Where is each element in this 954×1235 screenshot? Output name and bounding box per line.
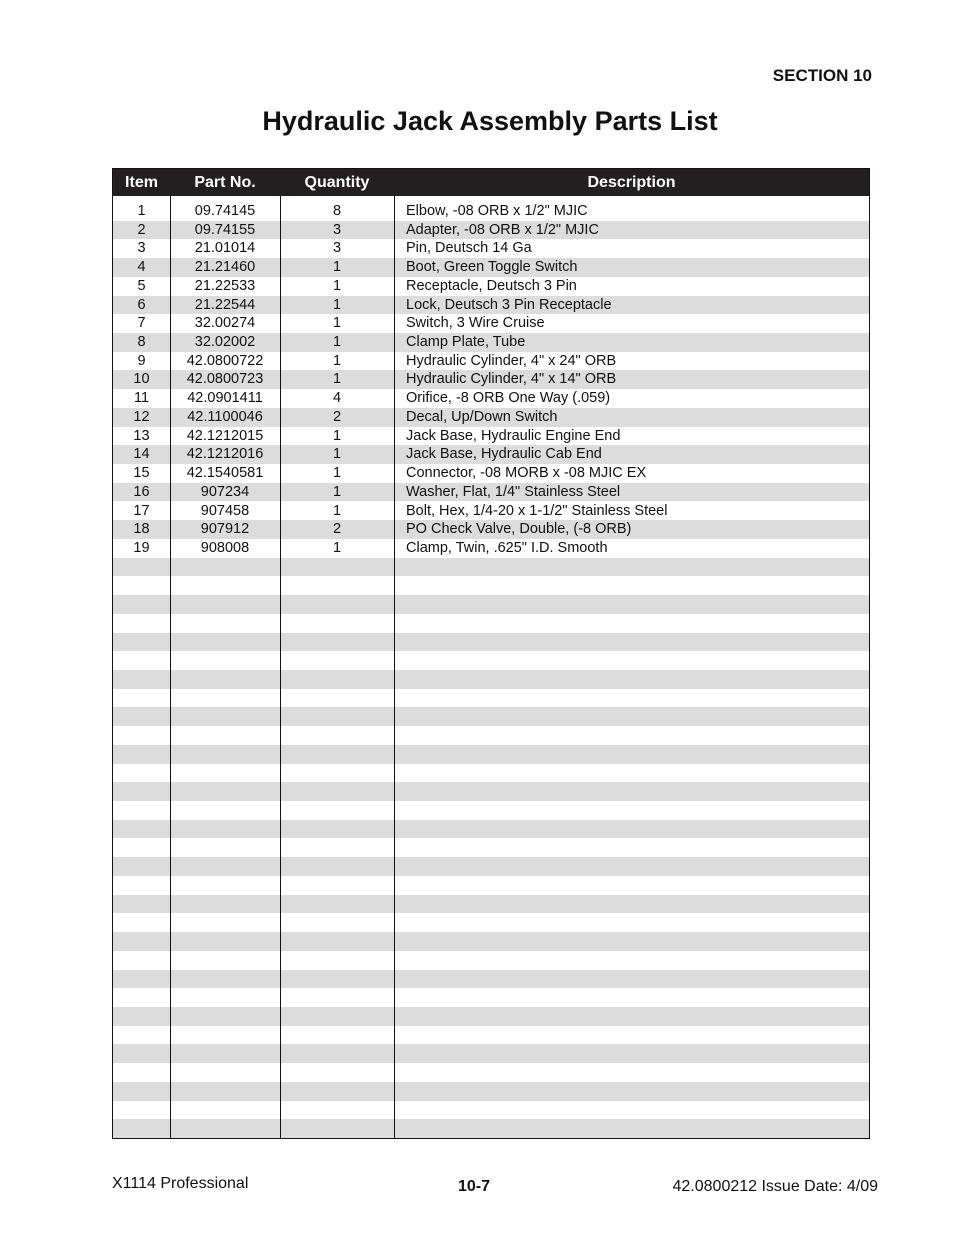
item-cell: 13 [133,427,150,444]
part-no-cell: 42.0800723 [186,371,264,388]
part-no-cell: 907458 [200,502,250,519]
part-no-cell: 42.1100046 [187,408,263,425]
column-header-part-no: Part No. [194,174,256,191]
row-stripe [113,745,869,764]
column-header-quantity: Quantity [304,174,370,191]
part-no-cell: 42.0800722 [186,352,264,369]
description-cell: Pin, Deutsch 14 Ga [406,240,532,257]
part-no-cell: 42.1540581 [186,465,264,482]
table-row [113,202,869,221]
quantity-cell: 1 [332,371,342,388]
part-no-cell: 21.22533 [194,277,256,294]
quantity-cell: 1 [332,446,342,463]
part-no-cell: 21.22544 [194,296,256,313]
item-cell: 18 [133,521,150,538]
table-row [113,258,869,277]
quantity-cell: 1 [332,352,342,369]
row-stripe [113,633,869,652]
description-cell: Clamp, Twin, .625" I.D. Smooth [406,539,608,556]
description-cell: PO Check Valve, Double, (-8 ORB) [406,521,632,538]
item-cell: 17 [133,502,150,519]
part-no-cell: 908008 [200,539,250,556]
row-stripe [113,970,869,989]
part-no-cell: 907912 [200,521,250,538]
part-no-cell: 42.1212015 [186,427,264,444]
item-cell: 8 [137,334,146,351]
column-header-item: Item [125,174,158,191]
item-cell: 4 [137,259,146,276]
quantity-cell: 1 [332,483,342,500]
table-row [113,389,869,408]
item-cell: 9 [137,352,146,369]
item-cell: 16 [133,483,150,500]
footer-model: X1114 Professional [112,1175,249,1192]
table-row [113,464,869,483]
table-row [113,221,869,240]
item-cell: 7 [137,315,146,332]
row-stripe [113,820,869,839]
row-stripe [113,1044,869,1063]
quantity-cell: 1 [332,465,342,482]
description-cell: Elbow, -08 ORB x 1/2" MJIC [406,203,588,219]
item-cell: 1 [137,203,146,219]
row-stripe [113,1082,869,1101]
description-cell: Orifice, -8 ORB One Way (.059) [406,390,611,407]
row-stripe [113,782,869,801]
quantity-cell: 1 [332,427,342,444]
description-cell: Jack Base, Hydraulic Cab End [406,446,602,463]
item-cell: 14 [133,446,150,463]
table-row [113,502,869,521]
quantity-cell: 2 [332,521,342,538]
table-row [113,427,869,446]
quantity-cell: 2 [332,408,342,425]
row-stripe [113,1119,869,1138]
row-stripe [113,707,869,726]
description-cell: Hydraulic Cylinder, 4" x 14" ORB [406,371,617,388]
row-stripe [113,558,869,577]
part-no-cell: 09.74145 [194,203,256,219]
part-no-cell: 32.02002 [194,334,256,351]
column-header-description: Description [587,174,676,191]
description-cell: Connector, -08 MORB x -08 MJIC EX [406,465,647,482]
item-cell: 3 [137,240,146,257]
item-cell: 10 [133,371,150,388]
page-title: Hydraulic Jack Assembly Parts List [262,106,718,136]
description-cell: Lock, Deutsch 3 Pin Receptacle [406,296,612,313]
table-row [113,333,869,352]
quantity-cell: 1 [332,334,342,351]
description-cell: Clamp Plate, Tube [406,334,526,351]
quantity-cell: 3 [332,221,342,238]
footer-page-number: 10-7 [458,1178,491,1195]
description-cell: Receptacle, Deutsch 3 Pin [406,277,577,294]
part-no-cell: 907234 [200,483,250,500]
quantity-cell: 3 [332,240,342,257]
row-stripe [113,932,869,951]
part-no-cell: 42.0901411 [187,390,263,407]
item-cell: 11 [133,390,150,407]
table-header [113,169,869,196]
table-row [113,277,869,296]
part-no-cell: 09.74155 [194,221,256,238]
table-row [113,296,869,315]
quantity-cell: 1 [332,315,342,332]
quantity-cell: 1 [332,296,342,313]
description-cell: Bolt, Hex, 1/4-20 x 1-1/2" Stainless Steel [406,502,668,519]
part-no-cell: 42.1212016 [186,446,264,463]
item-cell: 5 [137,277,146,294]
item-cell: 2 [137,221,146,238]
quantity-cell: 4 [332,390,342,407]
row-stripe [113,595,869,614]
item-cell: 15 [133,465,150,482]
description-cell: Boot, Green Toggle Switch [406,259,578,276]
row-stripe [113,1007,869,1026]
quantity-cell: 1 [332,277,342,294]
part-no-cell: 32.00274 [194,315,256,332]
table-body [113,202,869,558]
description-cell: Switch, 3 Wire Cruise [406,315,545,332]
description-cell: Washer, Flat, 1/4" Stainless Steel [406,483,621,500]
row-stripe [113,895,869,914]
table-row [113,408,869,427]
description-cell: Hydraulic Cylinder, 4" x 24" ORB [406,352,617,369]
quantity-cell: 1 [332,259,342,276]
table-row [113,520,869,539]
row-stripe [113,670,869,689]
part-no-cell: 21.21460 [194,259,256,276]
quantity-cell: 1 [332,539,342,556]
quantity-cell: 1 [332,502,342,519]
table-row [113,352,869,371]
section-label: SECTION 10 [772,66,872,85]
table-row [113,370,869,389]
item-cell: 12 [133,408,150,425]
item-cell: 19 [133,539,150,556]
quantity-cell: 8 [332,203,342,219]
table-row [113,483,869,502]
description-cell: Decal, Up/Down Switch [406,408,558,425]
table-row [113,314,869,333]
parts-table [112,168,870,1139]
table-row [113,239,869,258]
table-row [113,539,869,558]
table-row [113,445,869,464]
footer-doc-number: 42.0800212 Issue Date: 4/09 [672,1178,878,1195]
part-no-cell: 21.01014 [194,240,256,257]
row-stripe [113,857,869,876]
description-cell: Jack Base, Hydraulic Engine End [406,427,621,444]
item-cell: 6 [137,296,146,313]
description-cell: Adapter, -08 ORB x 1/2" MJIC [406,221,599,238]
